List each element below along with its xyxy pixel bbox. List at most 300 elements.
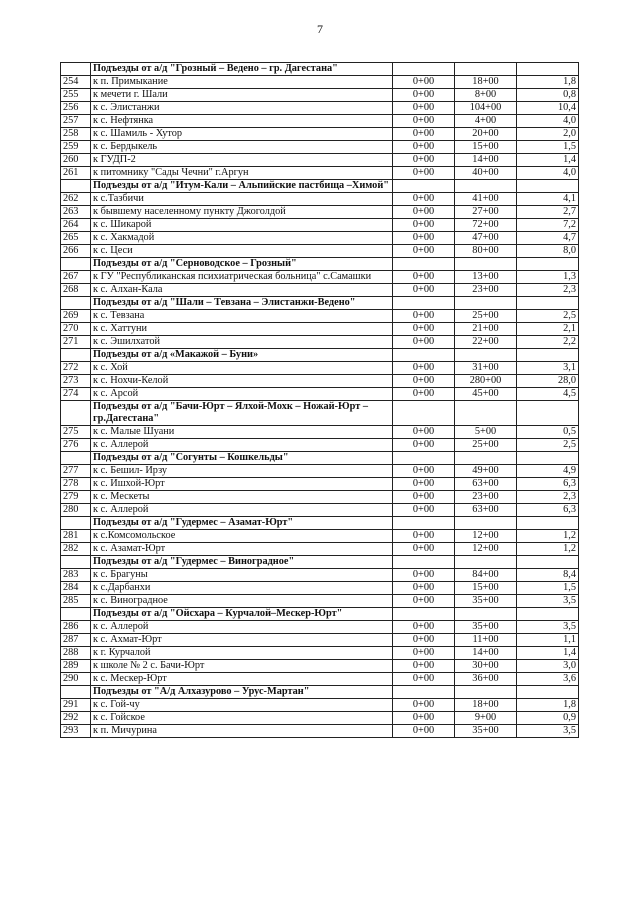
length-cell [517, 556, 579, 569]
table-row [61, 167, 579, 180]
road-name-cell: к с. Цеси [91, 245, 393, 258]
table-row [61, 362, 579, 375]
row-number-cell: 292 [61, 712, 91, 725]
table-row [61, 271, 579, 284]
end-cell [455, 349, 517, 362]
length-km-cell: 1,4 [517, 154, 579, 167]
row-number-cell [61, 452, 91, 465]
end-cell [455, 517, 517, 530]
row-number-cell [61, 401, 91, 426]
start-km-cell: 0+00 [393, 128, 455, 141]
length-km-cell: 4,0 [517, 167, 579, 180]
road-name-cell: к с. Мескеты [91, 491, 393, 504]
length-km-cell: 2,0 [517, 128, 579, 141]
length-km-cell: 2,3 [517, 284, 579, 297]
length-cell [517, 297, 579, 310]
table-row [61, 232, 579, 245]
end-km-cell: 23+00 [455, 491, 517, 504]
table-row [61, 660, 579, 673]
start-km-cell: 0+00 [393, 725, 455, 738]
row-number-cell: 259 [61, 141, 91, 154]
section-title: Подъезды от а/д "Грозный – Ведено – гр. Дагестана" [91, 63, 393, 76]
road-name-cell: к питомнику "Сады Чечни" г.Аргун [91, 167, 393, 180]
end-km-cell: 280+00 [455, 375, 517, 388]
length-km-cell: 2,5 [517, 439, 579, 452]
length-km-cell: 4,9 [517, 465, 579, 478]
row-number-cell: 256 [61, 102, 91, 115]
section-title: Подъезды от а/д «Макажой – Буни» [91, 349, 393, 362]
table-row [61, 725, 579, 738]
row-number-cell: 286 [61, 621, 91, 634]
start-km-cell: 0+00 [393, 115, 455, 128]
end-cell [455, 297, 517, 310]
row-number-cell: 257 [61, 115, 91, 128]
row-number-cell: 254 [61, 76, 91, 89]
length-cell [517, 349, 579, 362]
length-cell [517, 401, 579, 426]
start-km-cell: 0+00 [393, 465, 455, 478]
start-km-cell: 0+00 [393, 426, 455, 439]
end-cell [455, 608, 517, 621]
end-km-cell: 11+00 [455, 634, 517, 647]
end-km-cell: 45+00 [455, 388, 517, 401]
length-km-cell: 6,3 [517, 504, 579, 517]
row-number-cell: 268 [61, 284, 91, 297]
row-number-cell: 275 [61, 426, 91, 439]
length-km-cell: 2,1 [517, 323, 579, 336]
length-km-cell: 1,5 [517, 582, 579, 595]
length-km-cell: 3,0 [517, 660, 579, 673]
end-km-cell: 15+00 [455, 582, 517, 595]
start-km-cell: 0+00 [393, 569, 455, 582]
start-cell [393, 349, 455, 362]
start-cell [393, 452, 455, 465]
row-number-cell: 279 [61, 491, 91, 504]
road-name-cell: к мечети г. Шали [91, 89, 393, 102]
start-km-cell: 0+00 [393, 439, 455, 452]
length-km-cell: 6,3 [517, 478, 579, 491]
table-row [61, 245, 579, 258]
section-header-row [61, 401, 579, 426]
start-km-cell: 0+00 [393, 141, 455, 154]
table-row [61, 115, 579, 128]
end-km-cell: 25+00 [455, 310, 517, 323]
road-name-cell: к с. Тевзана [91, 310, 393, 323]
road-name-cell: к с. Хакмадой [91, 232, 393, 245]
length-cell [517, 608, 579, 621]
length-km-cell: 10,4 [517, 102, 579, 115]
start-km-cell: 0+00 [393, 76, 455, 89]
end-km-cell: 18+00 [455, 76, 517, 89]
row-number-cell: 277 [61, 465, 91, 478]
row-number-cell: 266 [61, 245, 91, 258]
row-number-cell: 261 [61, 167, 91, 180]
table-row [61, 712, 579, 725]
length-km-cell: 1,2 [517, 543, 579, 556]
row-number-cell: 284 [61, 582, 91, 595]
length-km-cell: 4,7 [517, 232, 579, 245]
table-row [61, 323, 579, 336]
length-km-cell: 1,8 [517, 76, 579, 89]
length-km-cell: 1,3 [517, 271, 579, 284]
section-title: Подъезды от а/д "Согунты – Кошкельды" [91, 452, 393, 465]
road-name-cell: к бывшему населенному пункту Джоголдой [91, 206, 393, 219]
length-km-cell: 7,2 [517, 219, 579, 232]
table-row [61, 465, 579, 478]
road-name-cell: к с. Ахмат-Юрт [91, 634, 393, 647]
length-cell [517, 180, 579, 193]
table-row [61, 491, 579, 504]
road-name-cell: к школе № 2 с. Бачи-Юрт [91, 660, 393, 673]
start-km-cell: 0+00 [393, 582, 455, 595]
road-name-cell: к с. Бердыкель [91, 141, 393, 154]
row-number-cell: 260 [61, 154, 91, 167]
end-cell [455, 556, 517, 569]
end-km-cell: 25+00 [455, 439, 517, 452]
end-km-cell: 84+00 [455, 569, 517, 582]
end-km-cell: 14+00 [455, 647, 517, 660]
length-km-cell: 8,0 [517, 245, 579, 258]
table-row [61, 569, 579, 582]
row-number-cell: 288 [61, 647, 91, 660]
section-title: Подъезды от "А/д Алхазурово – Урус-Мартан" [91, 686, 393, 699]
end-km-cell: 15+00 [455, 141, 517, 154]
end-cell [455, 180, 517, 193]
section-title: Подъезды от а/д "Итум-Кали – Альпийские пастбища –Химой" [91, 180, 393, 193]
table-row [61, 439, 579, 452]
row-number-cell [61, 258, 91, 271]
row-number-cell: 271 [61, 336, 91, 349]
row-number-cell [61, 556, 91, 569]
road-name-cell: к с. Малые Шуани [91, 426, 393, 439]
length-km-cell: 3,1 [517, 362, 579, 375]
start-km-cell: 0+00 [393, 102, 455, 115]
length-km-cell: 0,5 [517, 426, 579, 439]
row-number-cell: 264 [61, 219, 91, 232]
start-km-cell: 0+00 [393, 232, 455, 245]
road-name-cell: к с.Тазбичи [91, 193, 393, 206]
length-km-cell: 1,1 [517, 634, 579, 647]
start-km-cell: 0+00 [393, 478, 455, 491]
table-row [61, 595, 579, 608]
length-km-cell: 3,5 [517, 725, 579, 738]
table-row [61, 219, 579, 232]
road-name-cell: к г. Курчалой [91, 647, 393, 660]
road-name-cell: к с. Арсой [91, 388, 393, 401]
length-km-cell: 1,4 [517, 647, 579, 660]
section-title: Подъезды от а/д "Гудермес – Виноградное" [91, 556, 393, 569]
section-header-row [61, 180, 579, 193]
section-header-row [61, 63, 579, 76]
road-name-cell: к с. Эшилхатой [91, 336, 393, 349]
start-km-cell: 0+00 [393, 712, 455, 725]
length-km-cell: 0,8 [517, 89, 579, 102]
table-row [61, 478, 579, 491]
length-km-cell: 4,1 [517, 193, 579, 206]
road-name-cell: к с. Шикарой [91, 219, 393, 232]
row-number-cell: 293 [61, 725, 91, 738]
start-cell [393, 401, 455, 426]
table-row [61, 582, 579, 595]
road-name-cell: к с. Хаттуни [91, 323, 393, 336]
table-row [61, 699, 579, 712]
table-row [61, 634, 579, 647]
road-name-cell: к с. Шамиль - Хутор [91, 128, 393, 141]
end-km-cell: 35+00 [455, 621, 517, 634]
row-number-cell: 273 [61, 375, 91, 388]
length-cell [517, 517, 579, 530]
start-cell [393, 608, 455, 621]
table-row [61, 89, 579, 102]
table-row [61, 102, 579, 115]
start-cell [393, 686, 455, 699]
end-km-cell: 40+00 [455, 167, 517, 180]
table-row [61, 673, 579, 686]
length-cell [517, 686, 579, 699]
road-name-cell: к п. Мичурина [91, 725, 393, 738]
length-km-cell: 3,6 [517, 673, 579, 686]
start-km-cell: 0+00 [393, 621, 455, 634]
start-km-cell: 0+00 [393, 388, 455, 401]
end-km-cell: 41+00 [455, 193, 517, 206]
row-number-cell [61, 63, 91, 76]
road-name-cell: к с. Аллерой [91, 621, 393, 634]
start-km-cell: 0+00 [393, 634, 455, 647]
road-name-cell: к с. Брагуны [91, 569, 393, 582]
row-number-cell: 283 [61, 569, 91, 582]
start-cell [393, 517, 455, 530]
start-km-cell: 0+00 [393, 89, 455, 102]
road-name-cell: к с. Ишхой-Юрт [91, 478, 393, 491]
end-km-cell: 12+00 [455, 530, 517, 543]
row-number-cell: 262 [61, 193, 91, 206]
end-km-cell: 4+00 [455, 115, 517, 128]
end-km-cell: 9+00 [455, 712, 517, 725]
start-km-cell: 0+00 [393, 530, 455, 543]
road-name-cell: к с. Бешил- Ирзу [91, 465, 393, 478]
road-name-cell: к п. Примыкание [91, 76, 393, 89]
end-km-cell: 63+00 [455, 478, 517, 491]
section-header-row [61, 349, 579, 362]
start-km-cell: 0+00 [393, 491, 455, 504]
start-km-cell: 0+00 [393, 219, 455, 232]
road-name-cell: к с. Азамат-Юрт [91, 543, 393, 556]
length-km-cell: 3,5 [517, 621, 579, 634]
row-number-cell [61, 297, 91, 310]
start-km-cell: 0+00 [393, 375, 455, 388]
road-name-cell: к с. Элистанжи [91, 102, 393, 115]
length-km-cell: 2,5 [517, 310, 579, 323]
table-row [61, 426, 579, 439]
table-row [61, 206, 579, 219]
start-km-cell: 0+00 [393, 271, 455, 284]
end-km-cell: 27+00 [455, 206, 517, 219]
end-cell [455, 686, 517, 699]
road-name-cell: к с. Нефтянка [91, 115, 393, 128]
section-header-row [61, 556, 579, 569]
section-title: Подъезды от а/д "Гудермес – Азамат-Юрт" [91, 517, 393, 530]
start-km-cell: 0+00 [393, 336, 455, 349]
table-row [61, 193, 579, 206]
table-row [61, 141, 579, 154]
start-cell [393, 180, 455, 193]
end-km-cell: 30+00 [455, 660, 517, 673]
row-number-cell: 274 [61, 388, 91, 401]
end-cell [455, 258, 517, 271]
start-km-cell: 0+00 [393, 673, 455, 686]
length-km-cell: 2,7 [517, 206, 579, 219]
end-km-cell: 72+00 [455, 219, 517, 232]
road-name-cell: к с. Хой [91, 362, 393, 375]
table-row [61, 621, 579, 634]
start-km-cell: 0+00 [393, 362, 455, 375]
table-row [61, 154, 579, 167]
length-km-cell: 0,9 [517, 712, 579, 725]
road-name-cell: к с. Алхан-Кала [91, 284, 393, 297]
table-row [61, 388, 579, 401]
end-km-cell: 35+00 [455, 595, 517, 608]
row-number-cell [61, 686, 91, 699]
row-number-cell: 270 [61, 323, 91, 336]
end-km-cell: 49+00 [455, 465, 517, 478]
row-number-cell [61, 349, 91, 362]
table-row [61, 76, 579, 89]
end-km-cell: 80+00 [455, 245, 517, 258]
start-km-cell: 0+00 [393, 504, 455, 517]
length-km-cell: 1,2 [517, 530, 579, 543]
row-number-cell: 267 [61, 271, 91, 284]
section-header-row [61, 297, 579, 310]
start-km-cell: 0+00 [393, 595, 455, 608]
start-cell [393, 63, 455, 76]
length-km-cell: 2,3 [517, 491, 579, 504]
road-name-cell: к с. Аллерой [91, 439, 393, 452]
row-number-cell [61, 608, 91, 621]
section-title: Подъезды от а/д "Ойсхара – Курчалой–Мескер-Юрт" [91, 608, 393, 621]
table-row [61, 530, 579, 543]
section-header-row [61, 608, 579, 621]
end-km-cell: 21+00 [455, 323, 517, 336]
end-km-cell: 8+00 [455, 89, 517, 102]
length-cell [517, 63, 579, 76]
road-name-cell: к с. Мескер-Юрт [91, 673, 393, 686]
table-row [61, 310, 579, 323]
start-km-cell: 0+00 [393, 543, 455, 556]
road-name-cell: к с. Гойское [91, 712, 393, 725]
end-km-cell: 14+00 [455, 154, 517, 167]
table-row [61, 128, 579, 141]
end-cell [455, 63, 517, 76]
start-km-cell: 0+00 [393, 206, 455, 219]
start-km-cell: 0+00 [393, 154, 455, 167]
section-header-row [61, 452, 579, 465]
start-cell [393, 297, 455, 310]
table-row [61, 284, 579, 297]
page-number: 7 [317, 22, 323, 36]
row-number-cell: 263 [61, 206, 91, 219]
row-number-cell [61, 180, 91, 193]
start-km-cell: 0+00 [393, 193, 455, 206]
row-number-cell: 272 [61, 362, 91, 375]
length-km-cell: 28,0 [517, 375, 579, 388]
table-row [61, 647, 579, 660]
table-row [61, 543, 579, 556]
end-km-cell: 36+00 [455, 673, 517, 686]
length-km-cell: 8,4 [517, 569, 579, 582]
end-km-cell: 35+00 [455, 725, 517, 738]
row-number-cell: 291 [61, 699, 91, 712]
end-km-cell: 23+00 [455, 284, 517, 297]
length-km-cell: 2,2 [517, 336, 579, 349]
road-name-cell: к с. Нохчи-Келой [91, 375, 393, 388]
row-number-cell: 287 [61, 634, 91, 647]
length-km-cell: 1,5 [517, 141, 579, 154]
end-km-cell: 5+00 [455, 426, 517, 439]
road-name-cell: к с. Аллерой [91, 504, 393, 517]
end-km-cell: 13+00 [455, 271, 517, 284]
row-number-cell [61, 517, 91, 530]
row-number-cell: 258 [61, 128, 91, 141]
start-km-cell: 0+00 [393, 167, 455, 180]
start-cell [393, 258, 455, 271]
section-header-row [61, 686, 579, 699]
section-header-row [61, 258, 579, 271]
road-name-cell: к с. Виноградное [91, 595, 393, 608]
row-number-cell: 269 [61, 310, 91, 323]
end-km-cell: 104+00 [455, 102, 517, 115]
row-number-cell: 285 [61, 595, 91, 608]
section-header-row [61, 517, 579, 530]
end-cell [455, 401, 517, 426]
road-name-cell: к с.Комсомольское [91, 530, 393, 543]
start-km-cell: 0+00 [393, 284, 455, 297]
table-row [61, 504, 579, 517]
length-cell [517, 452, 579, 465]
end-km-cell: 12+00 [455, 543, 517, 556]
end-km-cell: 63+00 [455, 504, 517, 517]
start-km-cell: 0+00 [393, 310, 455, 323]
row-number-cell: 278 [61, 478, 91, 491]
section-title: Подъезды от а/д "Шали – Тевзана – Элистанжи-Ведено" [91, 297, 393, 310]
row-number-cell: 282 [61, 543, 91, 556]
row-number-cell: 276 [61, 439, 91, 452]
roads-table [60, 62, 579, 738]
road-name-cell: к с. Гой-чу [91, 699, 393, 712]
road-name-cell: к ГУ "Республиканская психиатрическая больница" с.Самашки [91, 271, 393, 284]
table-row [61, 375, 579, 388]
start-km-cell: 0+00 [393, 699, 455, 712]
end-km-cell: 31+00 [455, 362, 517, 375]
start-km-cell: 0+00 [393, 323, 455, 336]
row-number-cell: 255 [61, 89, 91, 102]
length-km-cell: 3,5 [517, 595, 579, 608]
row-number-cell: 289 [61, 660, 91, 673]
section-title: Подъезды от а/д "Серноводское – Грозный" [91, 258, 393, 271]
end-cell [455, 452, 517, 465]
end-km-cell: 47+00 [455, 232, 517, 245]
table-row [61, 336, 579, 349]
road-name-cell: к ГУДП-2 [91, 154, 393, 167]
end-km-cell: 22+00 [455, 336, 517, 349]
length-cell [517, 258, 579, 271]
length-km-cell: 4,5 [517, 388, 579, 401]
row-number-cell: 290 [61, 673, 91, 686]
start-km-cell: 0+00 [393, 647, 455, 660]
start-cell [393, 556, 455, 569]
end-km-cell: 18+00 [455, 699, 517, 712]
end-km-cell: 20+00 [455, 128, 517, 141]
roads-table-body [61, 63, 579, 738]
